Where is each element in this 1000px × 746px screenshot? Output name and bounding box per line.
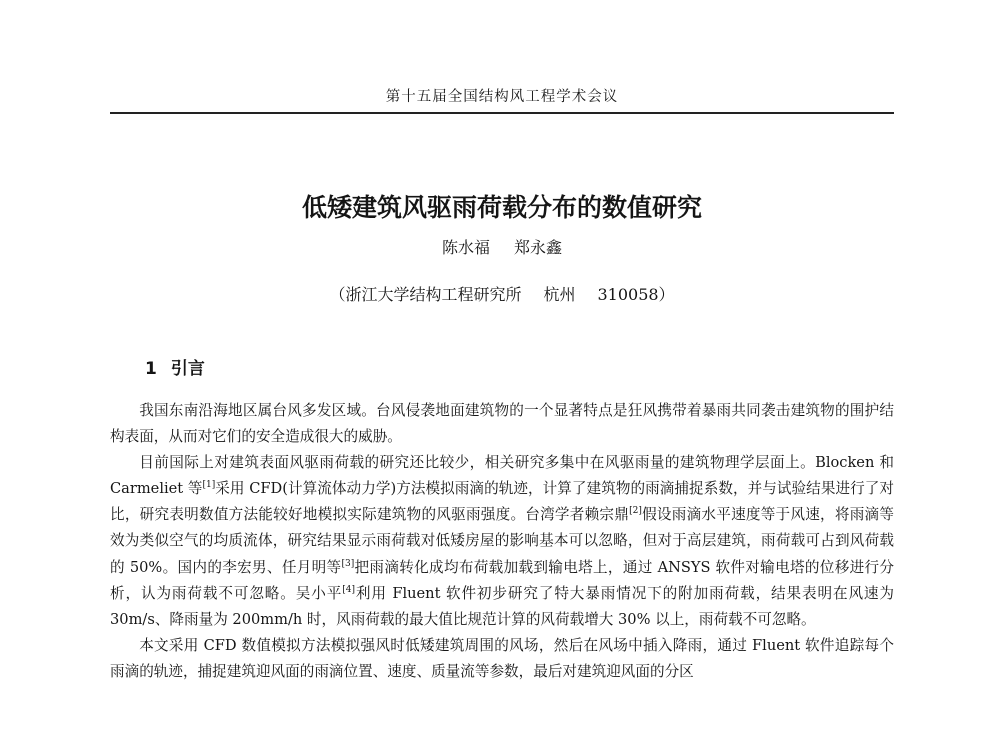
citation-ref: [4] bbox=[342, 584, 355, 595]
affiliation-city: 杭州 bbox=[543, 285, 576, 304]
affiliation-institution: （浙江大学结构工程研究所 bbox=[329, 285, 522, 304]
author-list bbox=[110, 236, 894, 260]
paragraph: 我国东南沿海地区属台风多发区域。台风侵袭地面建筑物的一个显著特点是狂风携带着暴雨共同袭击建筑物的围护结构表面，从而对它们的安全造成很大的威胁。 bbox=[110, 402, 894, 446]
paragraph-text: 利用 Fluent 软件初步研究了特大暴雨情况下的附加雨荷载，结果表明在风速为 30m/s、降雨量为 200mm/h 时，风雨荷载的最大值比规范计算的风荷载增大 30% 以上，雨荷载不可忽略。 bbox=[110, 584, 894, 628]
body-text bbox=[110, 398, 894, 685]
citation-ref: [3] bbox=[341, 558, 355, 569]
affiliation-postcode: 310058） bbox=[597, 285, 675, 304]
paragraph-text: 把雨滴转化成均布荷载加载到输电塔上，通过 ANSYS 软件对输电塔的位移进行分析，认为雨荷载不可忽略。吴小平 bbox=[110, 558, 895, 602]
section-heading bbox=[145, 357, 205, 381]
paragraph-text: 目前国际上对建筑表面风驱雨荷载的研究还比较少，相关研究多集中在风驱雨量的建筑物理学层面上。Blocken 和 Carmeliet 等 bbox=[110, 454, 894, 498]
author-name: 陈水福 bbox=[441, 238, 490, 257]
running-header: 第十五届全国结构风工程学术会议 bbox=[385, 89, 619, 105]
paragraph: 本文采用 CFD 数值模拟方法模拟强风时低矮建筑周围的风场，然后在风场中插入降雨，通过 Fluent 软件追踪每个雨滴的轨迹，捕捉建筑迎风面的雨滴位置、速度、质量流等参数，最后对建筑迎风面的分区 bbox=[110, 636, 894, 680]
citation-ref: [2] bbox=[629, 506, 642, 517]
paragraph bbox=[110, 450, 894, 633]
affiliation bbox=[110, 283, 894, 307]
paragraph-text: 采用 CFD(计算流体动力学)方法模拟雨滴的轨迹，计算了建筑物的雨滴捕捉系数，并与试验结果进行了对比，研究表明数值方法能较好地模拟实际建筑物的风驱雨强度。台湾学者赖宗鼎 bbox=[110, 480, 894, 524]
section-title: 引言 bbox=[170, 359, 205, 379]
section-number: 1 bbox=[145, 359, 157, 379]
header-rule bbox=[110, 112, 894, 114]
citation-ref: [1] bbox=[202, 480, 216, 491]
paper-title: 低矮建筑风驱雨荷载分布的数值研究 bbox=[301, 193, 702, 222]
author-name: 郑永鑫 bbox=[514, 238, 563, 257]
paragraph-text: 假设雨滴水平速度等于风速，将雨滴等效为类似空气的均质流体，研究结果显示雨荷载对低矮房屋的影响基本可以忽略，但对于高层建筑，雨荷载可占到风荷载的 50%。国内的李宏男、任月明等 bbox=[110, 506, 894, 576]
